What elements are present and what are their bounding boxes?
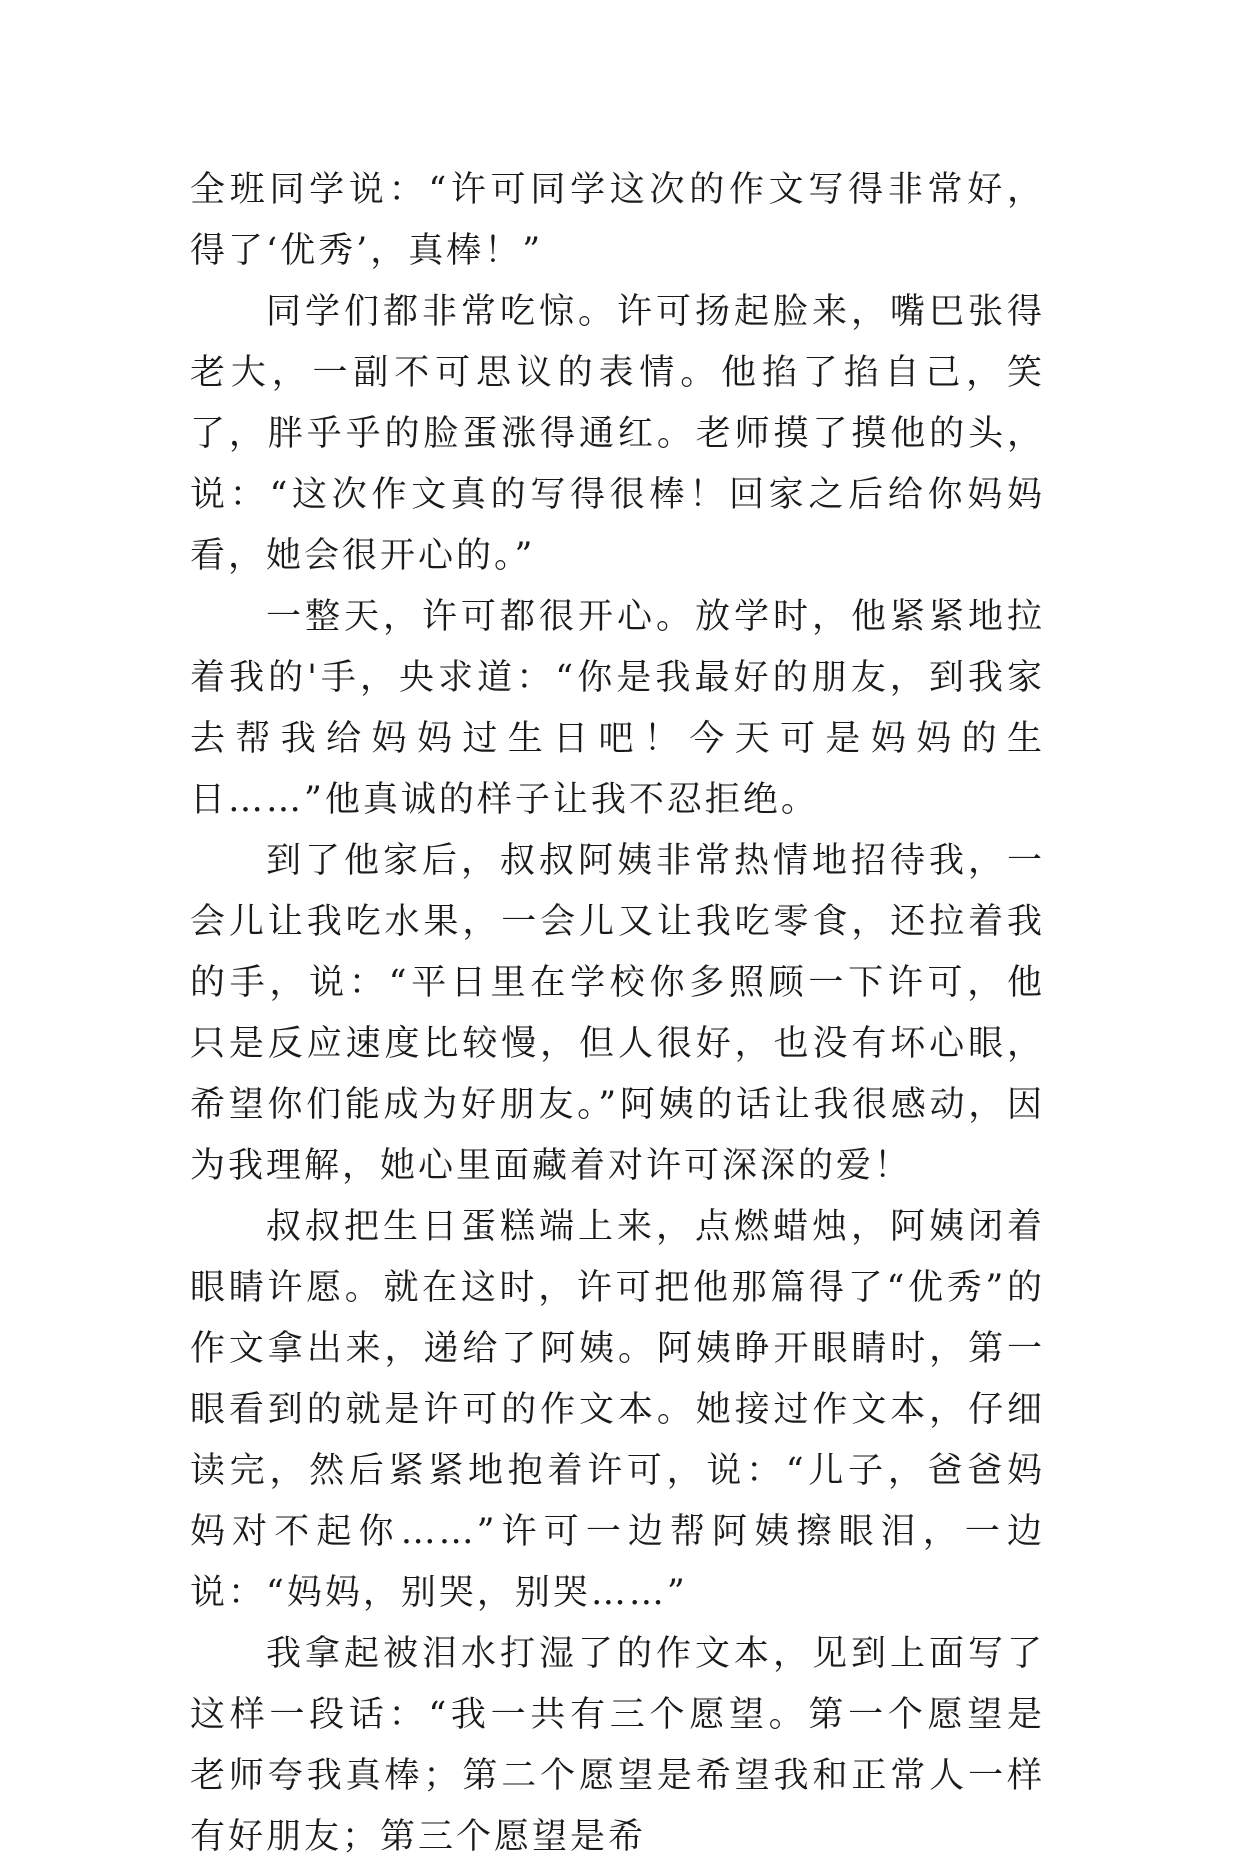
- paragraph-3: 一整天，许可都很开心。放学时，他紧紧地拉着我的'手，央求道：“你是我最好的朋友，到我家去帮我给妈妈过生日吧！今天可是妈妈的生日……”他真诚的样子让我不忍拒绝。: [190, 597, 1045, 820]
- document-body: [190, 160, 1045, 1868]
- paragraph-1: 全班同学说：“许可同学这次的作文写得非常好，得了‘优秀’，真棒！”: [190, 170, 1045, 271]
- paragraph-4: 到了他家后，叔叔阿姨非常热情地招待我，一会儿让我吃水果，一会儿又让我吃零食，还拉着我的手，说：“平日里在学校你多照顾一下许可，他只是反应速度比较慢，但人很好，也没有坏心眼，希望你们能成为好朋友。”阿姨的话让我很感动，因为我理解，她心里面藏着对许可深深的爱！: [190, 841, 1045, 1186]
- paragraph-2: 同学们都非常吃惊。许可扬起脸来，嘴巴张得老大，一副不可思议的表情。他掐了掐自己，笑了，胖乎乎的脸蛋涨得通红。老师摸了摸他的头，说：“这次作文真的写得很棒！回家之后给你妈妈看，她会很开心的。”: [190, 292, 1045, 576]
- paragraph-5: 叔叔把生日蛋糕端上来，点燃蜡烛，阿姨闭着眼睛许愿。就在这时，许可把他那篇得了“优秀”的作文拿出来，递给了阿姨。阿姨睁开眼睛时，第一眼看到的就是许可的作文本。她接过作文本，仔细读完，然后紧紧地抱着许可，说：“儿子，爸爸妈妈对不起你……”许可一边帮阿姨擦眼泪，一边说：“妈妈，别哭，别哭……”: [190, 1207, 1045, 1613]
- paragraph-6: 我拿起被泪水打湿了的作文本，见到上面写了这样一段话：“我一共有三个愿望。第一个愿望是老师夸我真棒；第二个愿望是希望我和正常人一样有好朋友；第三个愿望是希: [190, 1634, 1045, 1857]
